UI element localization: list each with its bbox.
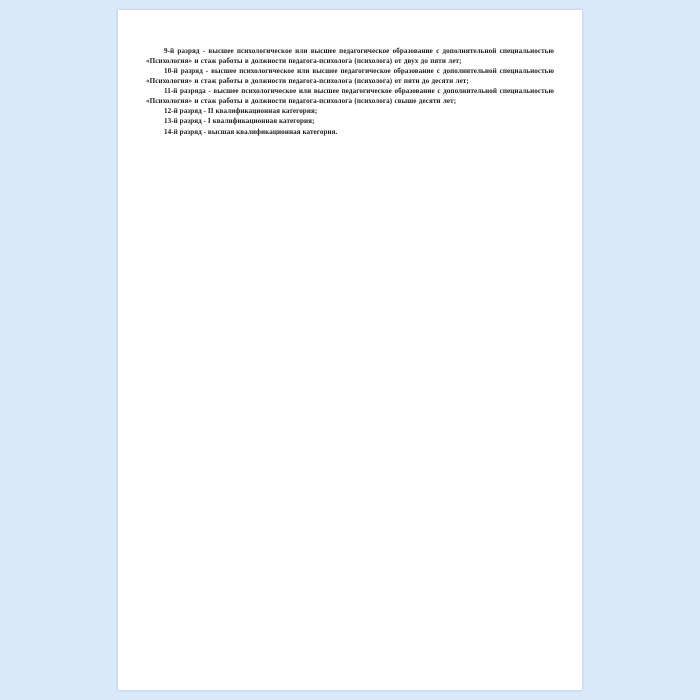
document-page xyxy=(118,10,582,690)
paragraph-rank-10: 10-й разряд - высшее психологическое или высшее педагогическое образование с дополнительной специальностью «Психология» и стаж работы в должности педагога-психолога (психолога) от пяти до десяти лет; xyxy=(146,67,554,86)
paragraph-rank-9: 9-й разряд - высшее психологическое или высшее педагогическое образование с дополнительной специальностью «Психология» и стаж работы в должности педагога-психолога (психолога) от двух до пяти лет; xyxy=(146,47,554,66)
document-text-block xyxy=(146,46,554,137)
paragraph-rank-12: 12-й разряд - II квалификационная категория; xyxy=(164,107,318,116)
paragraph-rank-11: 11-й разряда - высшее психологическое или высшее педагогическое образование с дополнительной специальностью «Психология» и стаж работы в должности педагога-психолога (психолога) свыше десяти лет; xyxy=(146,87,554,106)
paragraph-rank-14: 14-й разряд - высшая квалификационная категория. xyxy=(164,127,338,136)
paragraph-rank-13: 13-й разряд - I квалификационная категория; xyxy=(164,117,315,126)
